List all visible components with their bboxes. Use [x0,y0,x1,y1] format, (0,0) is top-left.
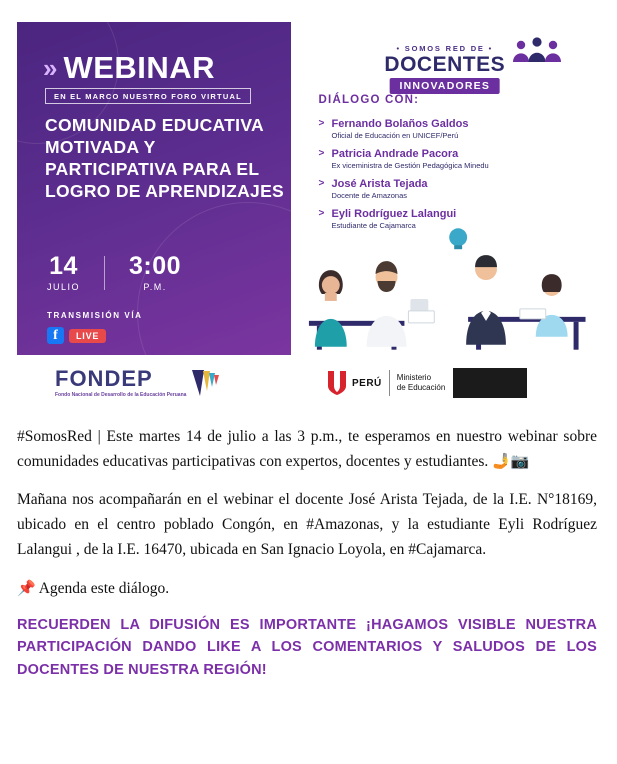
poster-headline: COMUNIDAD EDUCATIVA MOTIVADA Y PARTICIPATIVA PARA EL LOGRO DE APRENDIZAJES [45,115,285,202]
minedu-logo [327,366,527,400]
webinar-poster [17,22,599,355]
poster-date-number: 14 [49,252,78,280]
divider [104,256,105,290]
fondep-logo [55,368,220,399]
poster-time-number: 3:00 [129,252,182,280]
speaker-role: Estudiante de Cajamarca [331,221,416,231]
people-illustration [291,225,599,355]
paragraph-3-text: Agenda este diálogo. [38,579,170,597]
peru-shield-icon [327,370,347,396]
ministry-line-1: Ministerio [396,373,432,382]
ministry-label [390,373,445,393]
poster-right-panel [291,22,599,355]
fondep-name: FONDEP [55,366,153,391]
paragraph-1 [17,424,597,474]
ministry-line-2: de Educación [396,383,446,392]
speaker-role: Oficial de Educación en UNICEF/Perú [331,131,459,141]
poster-date-month: JULIO [47,282,81,292]
post-body [17,424,597,681]
highlighted-call-to-action: RECUERDEN LA DIFUSIÓN ES IMPORTANTE ¡HAGAMOS VISIBLE NUESTRA PARTICIPACIÓN DANDO LIKE A LOS COMENTARIOS Y SALUDOS DE LOS DOCENTES DE NUESTRA REGIÓN! [17,616,597,678]
logo-bar [17,360,599,414]
fondep-logo-text [55,368,186,399]
chevron-right-icon: > [318,118,325,129]
pin-emoji-icon: 📌 [17,578,36,597]
poster-left-panel [17,22,291,355]
paragraph-2: Mañana nos acompañarán en el webinar el docente José Arista Tejada, de la I.E. N°18169, ubicado en el centro poblado Congón, en #Amazonas, y la estudiante Eyli Rodríguez Lalangui , de la I.E. 16470, ubicada en San Ignacio Loyola, en #Cajamarca. [17,491,597,559]
poster-framed-subtitle: EN EL MARCO NUESTRO FORO VIRTUAL [45,88,251,104]
dialog-section-title: DIÁLOGO CON: [318,94,420,106]
chevron-right-icon: > [318,148,325,160]
poster-webinar-label: WEBINAR [63,50,216,85]
brand-bottom-text: INNOVADORES [389,78,500,94]
poster-date [47,254,80,292]
speaker-role: Ex viceministra de Gestión Pedagógica Minedu [331,161,489,171]
speaker-item [319,148,579,170]
brand-top-text: • SOMOS RED DE • [396,44,494,53]
speaker-name: Patricia Andrade Pacora [331,148,459,161]
poster-time [129,254,181,292]
poster-datetime [47,254,287,292]
speaker-role: Docente de Amazonas [331,191,408,201]
peru-label: PERÚ [352,377,382,389]
poster-time-period: P.M. [143,282,167,292]
live-badge: LIVE [69,329,106,343]
speaker-item [319,118,579,140]
fondep-tagline: Fondo Nacional de Desarrollo de la Educación Peruana [55,392,187,398]
paragraph-3 [17,576,597,601]
chevron-right-icon: > [318,208,325,220]
webinar-title-row [43,52,215,83]
speaker-item [319,178,579,200]
speaker-name: Eyli Rodríguez Lalangui [331,208,457,221]
paragraph-1-text: #SomosRed | Este martes 14 de julio a las 3 p.m., te esperamos en nuestro webinar sobre comunidades educativas participativas con expertos, docentes y estudiantes. [17,428,597,471]
poster-broadcast-row [47,327,106,344]
chevron-right-icon: » [43,52,58,83]
speaker-name: Fernando Bolaños Galdos [331,118,469,130]
poster-transmission-label: TRANSMISIÓN VÍA [47,311,143,320]
emoji-group: 🤳📷 [492,452,530,471]
logo-black-bar [453,368,527,398]
brand-main-text: DOCENTES [384,53,506,76]
speaker-name: José Arista Tejada [331,178,428,191]
facebook-icon: f [47,327,64,344]
speaker-list [319,118,579,238]
chevron-right-icon: > [318,178,325,190]
people-group-icon [509,36,565,66]
fondep-mark-icon [190,368,220,398]
brand-lockup [384,44,505,94]
